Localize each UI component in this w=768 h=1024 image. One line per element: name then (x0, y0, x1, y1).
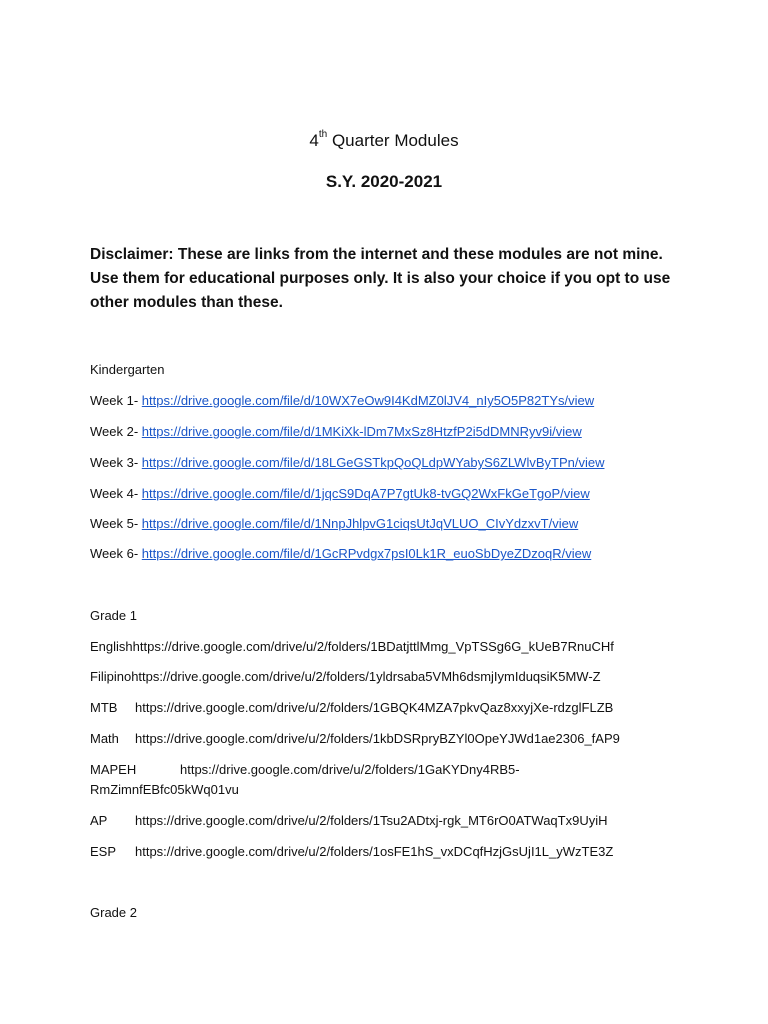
week-label: Week 6- (90, 546, 139, 561)
subject-row (90, 700, 613, 715)
week-link[interactable]: https://drive.google.com/file/d/1jqcS9DqA7P7gtUk8-tvGQ2WxFkGeTgoP/view (141, 486, 590, 501)
week-row (90, 486, 590, 501)
title-number: 4 (309, 131, 319, 150)
subject-row (90, 844, 613, 859)
subject-name: ESP (90, 844, 117, 859)
subject-url: https://drive.google.com/drive/u/2/folders/1Tsu2ADtxj-rgk_MT6rO0ATWaqTx9UyiH (135, 813, 608, 828)
subject-row (90, 731, 620, 746)
subject-row (90, 762, 520, 777)
grade1-heading: Grade 1 (90, 608, 137, 623)
subject-url: https://drive.google.com/drive/u/2/folders/1kbDSRpryBZYl0OpeYJWd1ae2306_fAP9 (135, 731, 620, 746)
week-row (90, 424, 582, 439)
kindergarten-heading: Kindergarten (90, 362, 165, 377)
subject-name: MAPEH (90, 762, 137, 777)
title-superscript: th (318, 129, 328, 141)
week-link[interactable]: https://drive.google.com/file/d/10WX7eOw9I4KdMZ0lJV4_nIy5O5P82TYs/view (141, 393, 595, 408)
subject-name: English (90, 639, 133, 654)
week-row (90, 546, 591, 561)
subject-row (90, 813, 608, 828)
subject-url: https://drive.google.com/drive/u/2/folders/1GaKYDny4RB5- (180, 762, 520, 777)
week-row (90, 393, 594, 408)
grade2-heading: Grade 2 (90, 905, 137, 920)
week-label: Week 1- (90, 393, 139, 408)
title-text: Quarter Modules (327, 131, 459, 150)
subject-row (90, 639, 614, 654)
subject-url: https://drive.google.com/drive/u/2/folders/1yldrsaba5VMh6dsmjIymIduqsiK5MW-Z (131, 669, 601, 684)
subject-name: Filipino (90, 669, 132, 684)
week-link[interactable]: https://drive.google.com/file/d/1NnpJhlpvG1ciqsUtJqVLUO_CIvYdzxvT/view (141, 516, 579, 531)
week-label: Week 3- (90, 455, 139, 470)
week-label: Week 5- (90, 516, 139, 531)
week-label: Week 2- (90, 424, 139, 439)
subject-name: MTB (90, 700, 118, 715)
page-title (0, 131, 768, 151)
subject-url: https://drive.google.com/drive/u/2/folders/1BDatjttlMmg_VpTSSg6G_kUeB7RnuCHf (132, 639, 614, 654)
week-row (90, 516, 578, 531)
subject-url: https://drive.google.com/drive/u/2/folders/1GBQK4MZA7pkvQaz8xxyjXe-rdzglFLZB (135, 700, 614, 715)
week-link[interactable]: https://drive.google.com/file/d/18LGeGSTkpQoQLdpWYabyS6ZLWlvByTPn/view (141, 455, 605, 470)
week-link[interactable]: https://drive.google.com/file/d/1GcRPvdgx7psI0Lk1R_euoSbDyeZDzoqR/view (141, 546, 592, 561)
subject-row (90, 669, 601, 684)
disclaimer-text: Disclaimer: These are links from the internet and these modules are not mine. Use them for educational purposes only. It is also your choice if you opt to use other modules than these. (90, 246, 671, 311)
subject-url: https://drive.google.com/drive/u/2/folders/1osFE1hS_vxDCqfHzjGsUjI1L_yWzTE3Z (135, 844, 614, 859)
school-year: S.Y. 2020-2021 (325, 172, 443, 191)
subject-url-continued: RmZimnfEBfc05kWq01vu (90, 782, 239, 797)
week-label: Week 4- (90, 486, 139, 501)
week-link[interactable]: https://drive.google.com/file/d/1MKiXk-lDm7MxSz8HtzfP2i5dDMNRyv9i/view (141, 424, 582, 439)
week-row (90, 455, 604, 470)
subject-name: Math (90, 731, 119, 746)
subject-name: AP (90, 813, 108, 828)
